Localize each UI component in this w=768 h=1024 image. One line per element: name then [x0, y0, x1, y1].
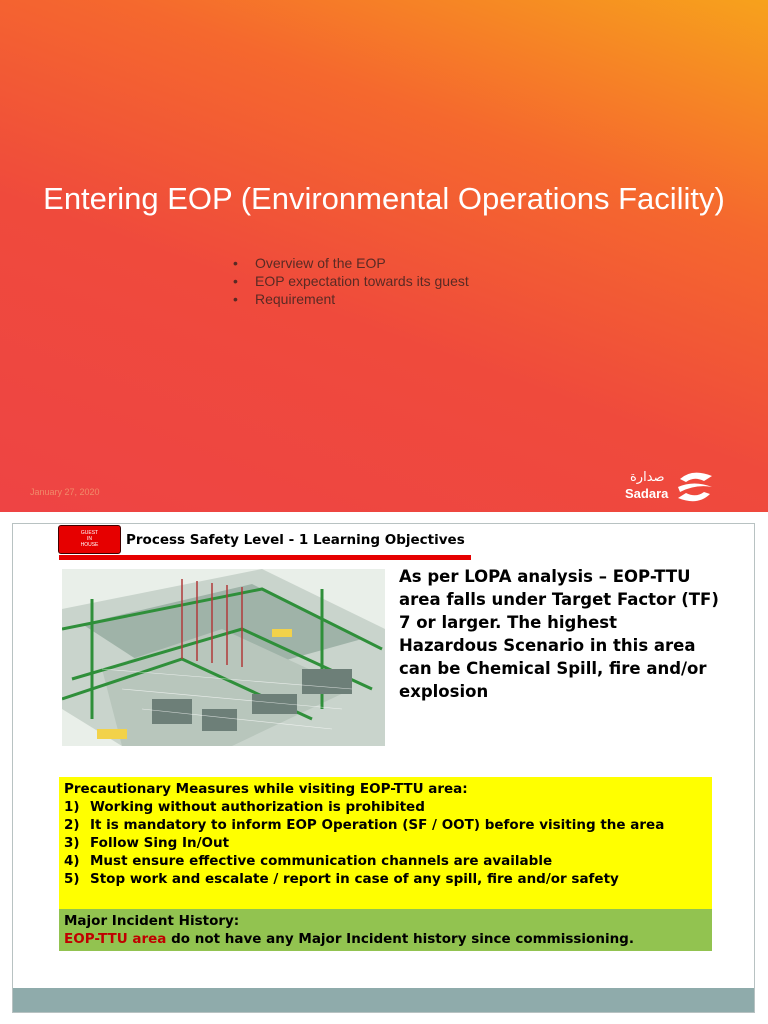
incident-history-box	[59, 909, 712, 951]
safety-slide	[12, 523, 755, 1013]
precaution-box	[59, 777, 712, 909]
item-number: 2)	[64, 817, 80, 833]
overview-bullet-list	[232, 254, 469, 308]
logo-arabic-text: صدارة	[630, 470, 665, 485]
slide-footer-bar	[13, 988, 754, 1012]
precaution-title: Precautionary Measures while visiting EOP-TTU area:	[64, 781, 468, 797]
precaution-list	[64, 798, 707, 888]
badge-line: HOUSE	[80, 542, 99, 548]
sadara-logo	[624, 470, 720, 506]
incident-text	[64, 930, 707, 948]
slide-date: January 27, 2020	[30, 487, 100, 497]
incident-highlight: EOP-TTU area	[64, 931, 167, 947]
guest-in-house-badge	[58, 525, 121, 554]
bullet-item: • EOP expectation towards its guest	[232, 272, 469, 290]
list-item	[64, 834, 707, 852]
list-item	[64, 852, 707, 870]
item-text: Must ensure effective communication channels are available	[90, 853, 553, 869]
incident-title: Major Incident History:	[64, 913, 240, 929]
list-item	[64, 870, 707, 888]
slide-title: Entering EOP (Environmental Operations Facility)	[43, 181, 725, 216]
item-text: Working without authorization is prohibited	[90, 799, 425, 815]
item-text: Follow Sing In/Out	[90, 835, 230, 851]
badge-line: GUEST	[80, 530, 99, 536]
plant-3d-model-image	[62, 569, 385, 746]
list-item	[64, 816, 707, 834]
bullet-item: • Requirement	[232, 290, 469, 308]
item-text: Stop work and escalate / report in case of any spill, fire and/or safety	[90, 871, 619, 887]
item-number: 1)	[64, 799, 80, 815]
item-number: 5)	[64, 871, 80, 887]
list-item	[64, 798, 707, 816]
sadara-s-logo-icon	[674, 470, 716, 504]
item-text: It is mandatory to inform EOP Operation (SF / OOT) before visiting the area	[90, 817, 665, 833]
bullet-item: • Overview of the EOP	[232, 254, 469, 272]
heading-underline	[59, 555, 471, 560]
lopa-analysis-text: As per LOPA analysis – EOP-TTU area falls under Target Factor (TF) 7 or larger. The highest Hazardous Scenario in this area can be Chemical Spill, fire and/or explosion	[399, 567, 719, 701]
item-number: 4)	[64, 853, 80, 869]
slide-heading: Process Safety Level - 1 Learning Objectives	[126, 532, 465, 548]
item-number: 3)	[64, 835, 80, 851]
badge-line: IN	[87, 536, 92, 542]
incident-body: do not have any Major Incident history since commissioning.	[166, 931, 634, 947]
logo-english-text: Sadara	[625, 486, 669, 501]
